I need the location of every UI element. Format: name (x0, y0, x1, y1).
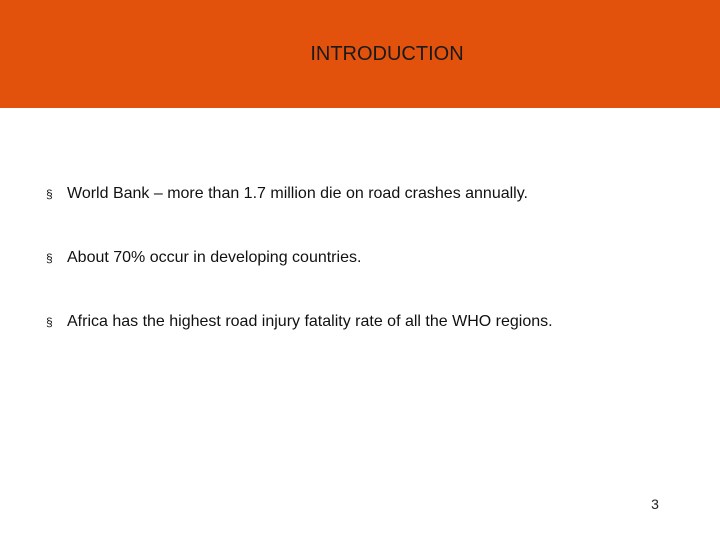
bullet-item (46, 311, 606, 333)
bullet-square-icon: § (46, 251, 53, 265)
bullet-item (46, 247, 606, 269)
bullet-list (46, 183, 606, 333)
bullet-text: About 70% occur in developing countries. (67, 249, 362, 266)
bullet-item (46, 183, 606, 205)
slide-page-number: 3 (651, 496, 659, 512)
bullet-square-icon: § (46, 315, 53, 329)
bullet-text: World Bank – more than 1.7 million die on road crashes annually. (67, 185, 528, 202)
bullet-text: Africa has the highest road injury fatality rate of all the WHO regions. (67, 313, 553, 330)
bullet-square-icon: § (46, 187, 53, 201)
slide-title: INTRODUCTION (310, 43, 464, 65)
